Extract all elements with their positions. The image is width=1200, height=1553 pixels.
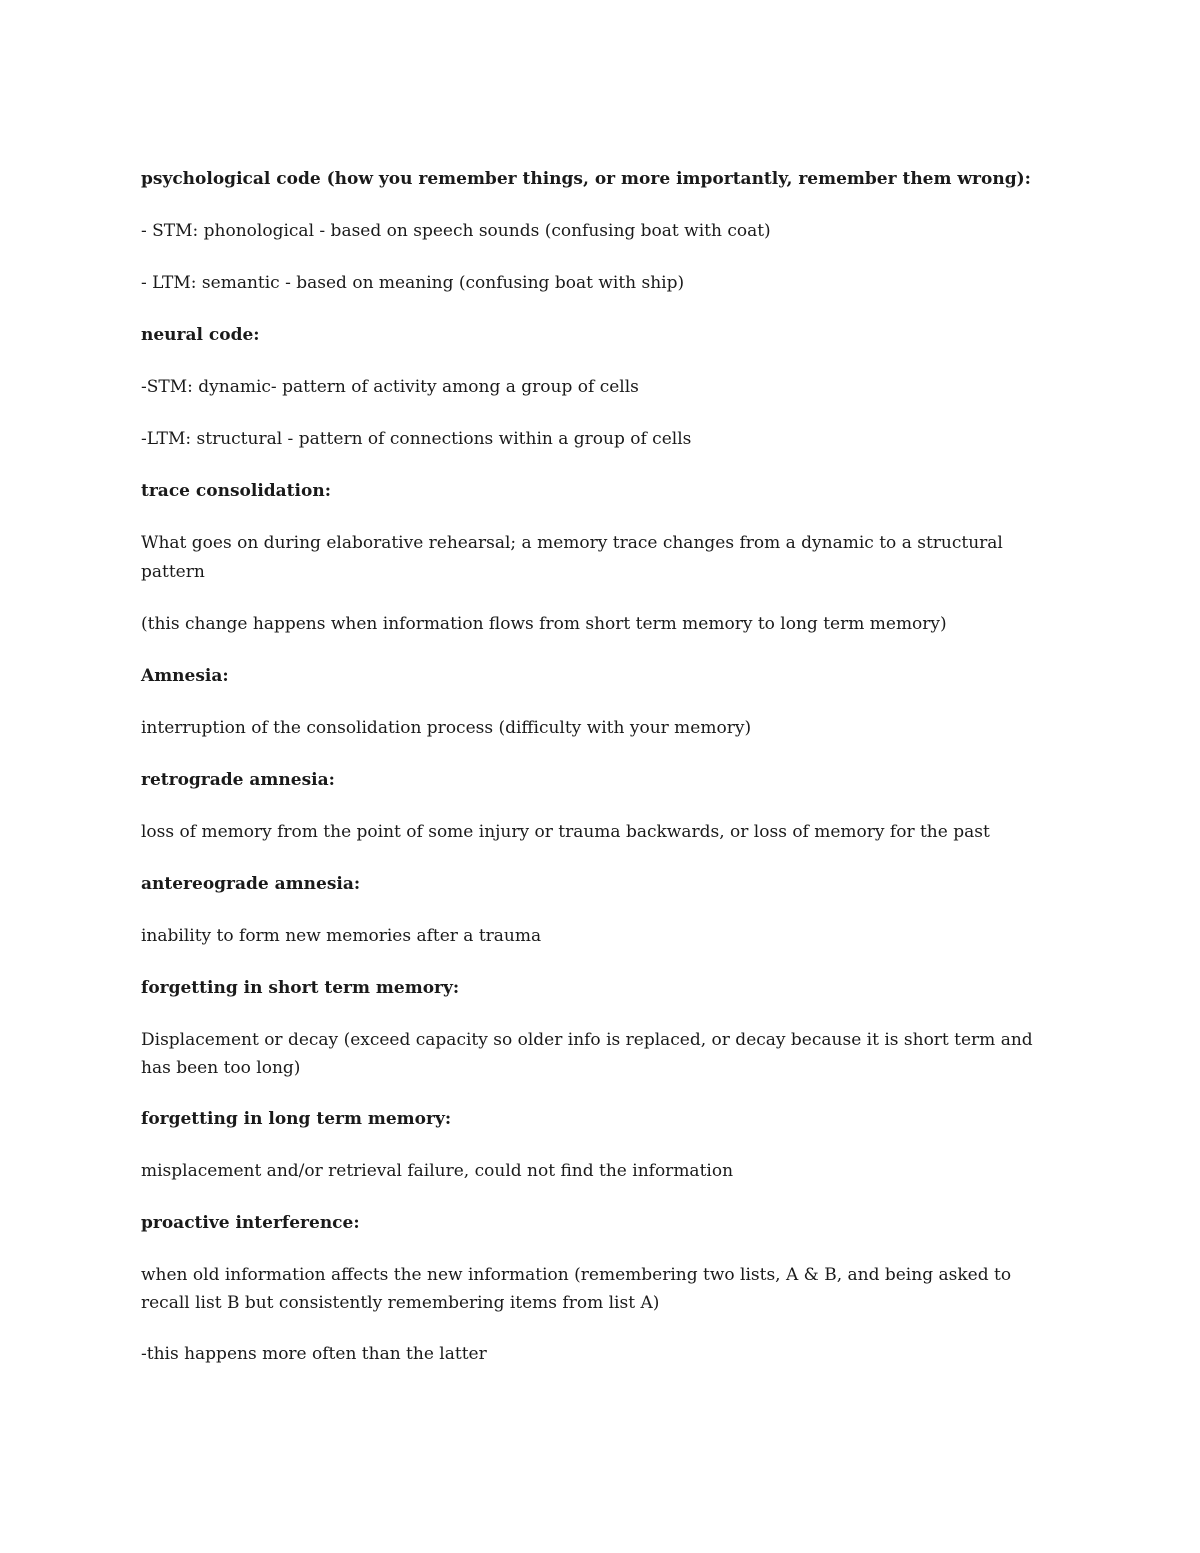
heading-forgetting-stm: forgetting in short term memory: (141, 978, 460, 998)
amnesia-definition: interruption of the consolidation process (difficulty with your memory) (141, 718, 752, 738)
stm-dynamic-line: -STM: dynamic- pattern of activity among a group of cells (141, 377, 639, 397)
ltm-semantic-line: - LTM: semantic - based on meaning (confusing boat with ship) (141, 273, 685, 293)
stm-phonological-line: - STM: phonological - based on speech sounds (confusing boat with coat) (141, 221, 771, 241)
proactive-interference-note: -this happens more often than the latter (141, 1344, 487, 1364)
proactive-interference-definition: when old information affects the new information (remembering two lists, A & B, and being asked to recall list B but consistently remembering items from list A) (141, 1265, 1012, 1313)
ltm-structural-line: -LTM: structural - pattern of connections within a group of cells (141, 429, 692, 449)
heading-amnesia: Amnesia: (141, 666, 229, 686)
forgetting-ltm-definition: misplacement and/or retrieval failure, could not find the information (141, 1161, 734, 1181)
heading-trace-consolidation: trace consolidation: (141, 481, 331, 501)
heading-forgetting-ltm: forgetting in long term memory: (141, 1109, 452, 1129)
trace-consolidation-definition: What goes on during elaborative rehearsal; a memory trace changes from a dynamic to a structural pattern (141, 533, 1003, 582)
heading-antereograde-amnesia: antereograde amnesia: (141, 874, 361, 894)
heading-retrograde-amnesia: retrograde amnesia: (141, 770, 335, 790)
heading-proactive-interference: proactive interference: (141, 1213, 360, 1233)
heading-psychological-code: psychological code (how you remember things, or more importantly, remember them wrong): (141, 169, 1031, 189)
trace-consolidation-note: (this change happens when information flows from short term memory to long term memory) (141, 614, 947, 634)
retrograde-amnesia-definition: loss of memory from the point of some injury or trauma backwards, or loss of memory for the past (141, 822, 990, 842)
forgetting-stm-definition: Displacement or decay (exceed capacity so older info is replaced, or decay because it is short term and has been too long) (141, 1030, 1033, 1078)
heading-neural-code: neural code: (141, 325, 260, 345)
antereograde-amnesia-definition: inability to form new memories after a trauma (141, 926, 542, 946)
document-body (141, 165, 1041, 1392)
